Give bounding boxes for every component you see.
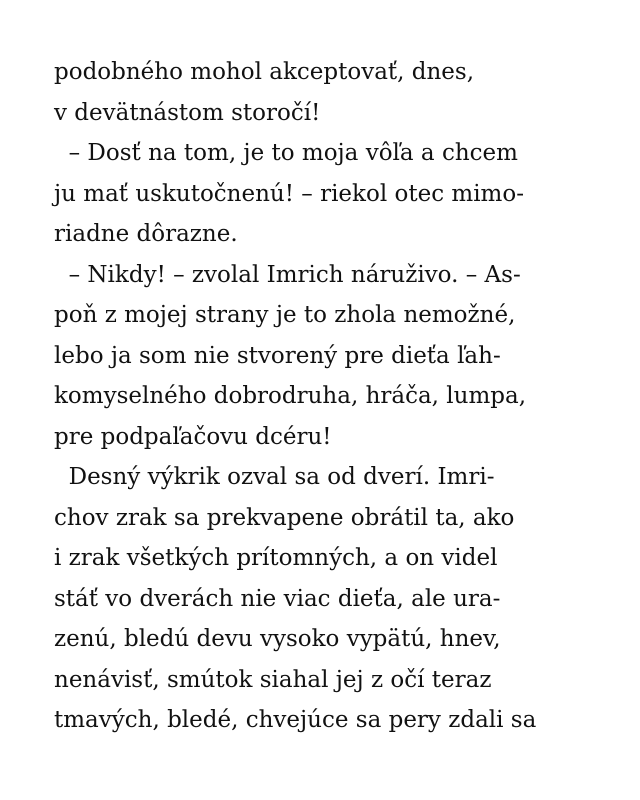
text-line: v devätnástom storočí! [54,99,321,126]
text-line: – Dosť na tom, je to moja vôľa a chcem [54,140,518,166]
text-line: lebo ja som nie stvorený pre dieťa ľah- [54,342,501,369]
text-line: – Nikdy! – zvolal Imrich náruživo. – As- [54,261,521,288]
text-line: podobného mohol akceptovať, dnes, [54,59,475,85]
text-line: poň z mojej strany je to zhola nemožné, [54,302,516,328]
text-line: komyselného dobrodruha, hráča, lumpa, [54,383,527,409]
text-line: stáť vo dverách nie viac dieťa, ale ura- [54,585,501,612]
text-line: pre podpaľačovu dcéru! [54,423,332,450]
text-line: nenávisť, smútok siahal jej z očí teraz [54,666,492,693]
text-line: riadne dôrazne. [54,221,238,247]
text-line: chov zrak sa prekvapene obrátil ta, ako [54,504,515,531]
text-line: zenú, bledú devu vysoko vypätú, hnev, [54,626,501,652]
document-text-page [54,52,594,741]
text-line: i zrak všetkých prítomných, a on videl [54,545,498,571]
text-line: tmavých, bledé, chvejúce sa pery zdali sa [54,707,537,733]
text-line: Desný výkrik ozval sa od dverí. Imri- [54,464,495,490]
text-line: ju mať uskutočnenú! – riekol otec mimo- [54,180,524,207]
